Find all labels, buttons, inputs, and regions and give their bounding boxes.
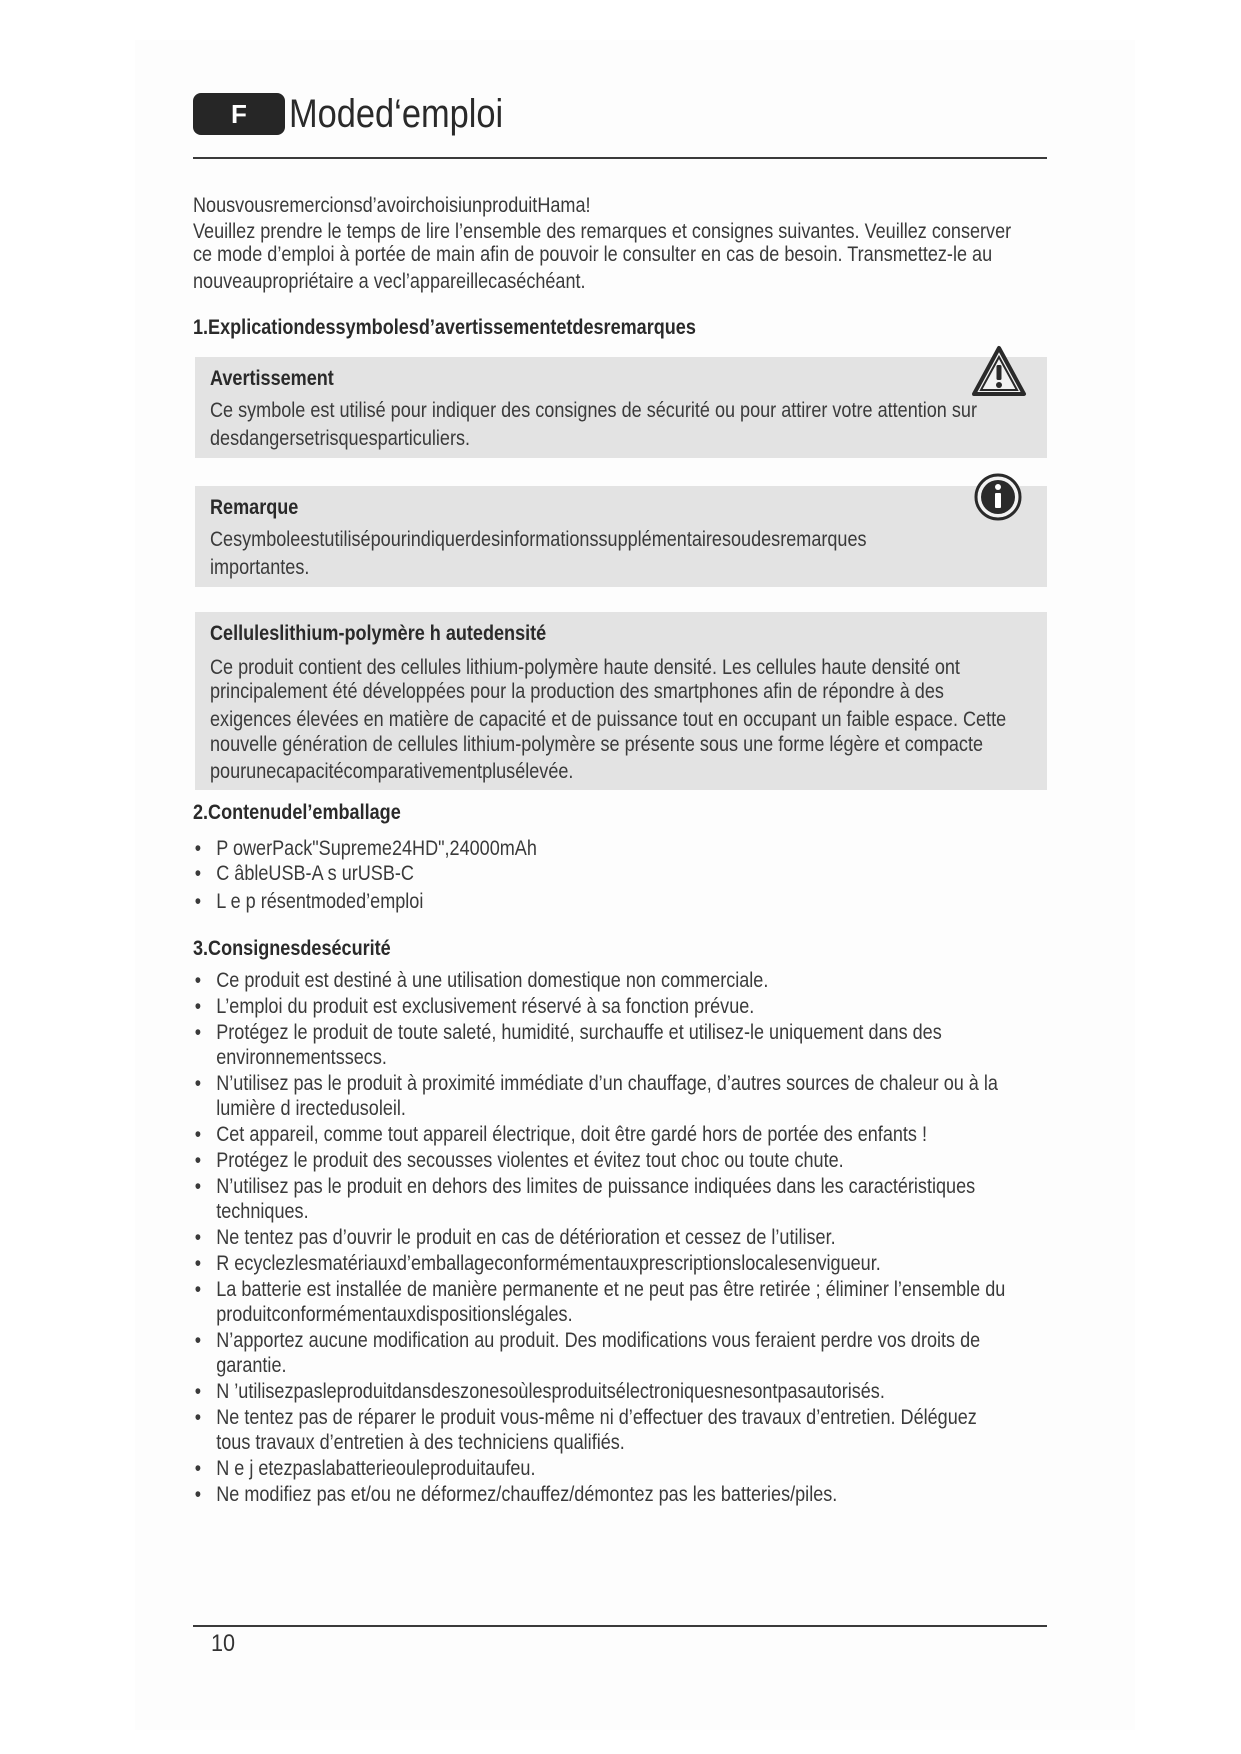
list-item-line: • N’utilisez pas le produit en dehors des limites de puissance indiquées dans les caractéristiques [216,1175,976,1198]
list-item [193,1225,1005,1250]
list-item-line: • Cet appareil, comme tout appareil électrique, doit être gardé hors de portée des enfants ! [216,1123,928,1146]
list-item-line: • Protégez le produit des secousses violentes et évitez tout choc ou toute chute. [216,1149,844,1172]
list-item [193,1379,1005,1404]
info-icon [973,472,1023,522]
list-item-line: • N’apportez aucune modification au produit. Des modifications vous feraient perdre vos droits de [216,1329,981,1352]
list-item: • L e p résentmoded’emploi [193,889,537,914]
header-rule [193,157,1047,159]
list-item-line: • Ne tentez pas d’ouvrir le produit en cas de détérioration et cessez de l’utiliser. [216,1226,836,1249]
note-line-1: Cesymboleestutilisépourindiquerdesinformationssupplémentairesoudesremarques [210,528,867,551]
warning-box [195,357,1047,458]
page-number: 10 [211,1630,236,1657]
package-contents-list [193,836,537,914]
footer-rule [193,1625,1047,1627]
cells-box [195,612,1047,790]
safety-instructions-list [193,968,1005,1508]
list-item: • C âbleUSB-A s urUSB-C [193,861,537,886]
list-item [193,1071,1005,1121]
list-item-line: • Ne modifiez pas et/ou ne déformez/chauffez/démontez pas les batteries/piles. [216,1483,838,1506]
language-badge: F [193,93,285,135]
list-item-line: • Ne tentez pas de réparer le produit vous-même ni d’effectuer des travaux d’entretien. Déléguez [216,1406,977,1429]
list-item: • P owerPack"Supreme24HD",24000mAh [193,836,537,861]
list-item-line: tous travaux d’entretien à des techniciens qualifiés. [216,1431,625,1454]
list-item [193,1251,1005,1276]
list-item [193,1020,1005,1070]
list-item [193,1148,1005,1173]
intro-line-1: Nousvousremercionsd’avoirchoisiunproduitHama! [193,194,591,217]
cells-line-4: nouvelle génération de cellules lithium-polymère se présente sous une forme légère et compacte [210,733,984,756]
cells-line-5: pourunecapacitécomparativementplusélevée. [210,760,574,783]
cells-line-3: exigences élevées en matière de capacité et de puissance tout en occupant un faible espace. Cette [210,708,1007,731]
section-3-heading: 3.Consignesdesécurité [193,937,391,960]
list-item-line: garantie. [216,1354,287,1377]
cells-line-2: principalement été développées pour la production des smartphones afin de répondre à des [210,680,944,703]
list-item [193,1482,1005,1507]
intro-line-3: ce mode d’emploi à portée de main afin de pouvoir le consulter en cas de besoin. Transmettez-le au [193,243,993,266]
list-item-line: environnementssecs. [216,1046,387,1069]
warning-title: Avertissement [210,367,334,390]
list-item-line: techniques. [216,1200,309,1223]
list-item-line: • N ’utilisezpasleproduitdansdeszonesoùlesproduitsélectroniquesnesontpasautorisés. [216,1380,885,1403]
list-item [193,1122,1005,1147]
list-item-line: • N’utilisez pas le produit à proximité immédiate d’un chauffage, d’autres sources de chaleur ou à la [216,1072,998,1095]
list-item-line: • N e j etezpaslabatterieouleproduitaufeu. [216,1457,536,1480]
note-line-2: importantes. [210,556,310,579]
section-2-heading: 2.Contenudel’emballage [193,801,401,824]
cells-line-1: Ce produit contient des cellules lithium-polymère haute densité. Les cellules haute densité ont [210,656,960,679]
warning-line-1: Ce symbole est utilisé pour indiquer des consignes de sécurité ou pour attirer votre attention sur [210,399,977,422]
list-item [193,968,1005,993]
list-item [193,1174,1005,1224]
intro-line-2: Veuillez prendre le temps de lire l’ensemble des remarques et consignes suivantes. Veuillez conserver [193,220,1012,243]
page-title: Moded‘emploi [289,91,504,136]
page-header [193,88,538,140]
list-item-line: lumière d irectedusoleil. [216,1097,406,1120]
list-item-line: • R ecyclezlesmatériauxd’emballageconformémentauxprescriptionslocalesenvigueur. [216,1252,881,1275]
section-1-heading: 1.Explicationdessymbolesd’avertissementetdesremarques [193,316,696,339]
list-item [193,1405,1005,1455]
list-item-line: • Protégez le produit de toute saleté, humidité, surchauffe et utilisez-le uniquement dans des [216,1021,942,1044]
list-item [193,1456,1005,1481]
list-item-line: produitconformémentauxdispositionslégales. [216,1303,573,1326]
warning-line-2: desdangersetrisquesparticuliers. [210,427,471,450]
list-item-line: • Ce produit est destiné à une utilisation domestique non commerciale. [216,969,769,992]
warning-triangle-icon [971,345,1027,397]
list-item [193,994,1005,1019]
list-item [193,1328,1005,1378]
cells-title: Celluleslithium-polymère h autedensité [210,622,547,645]
note-title: Remarque [210,496,299,519]
list-item [193,1277,1005,1327]
intro-line-4: nouveaupropriétaire a vecl’appareillecaséchéant. [193,270,586,293]
list-item-line: • La batterie est installée de manière permanente et ne peut pas être retirée ; éliminer l’ensemble du [216,1278,1006,1301]
list-item-line: • L’emploi du produit est exclusivement réservé à sa fonction prévue. [216,995,755,1018]
note-box [195,486,1047,587]
